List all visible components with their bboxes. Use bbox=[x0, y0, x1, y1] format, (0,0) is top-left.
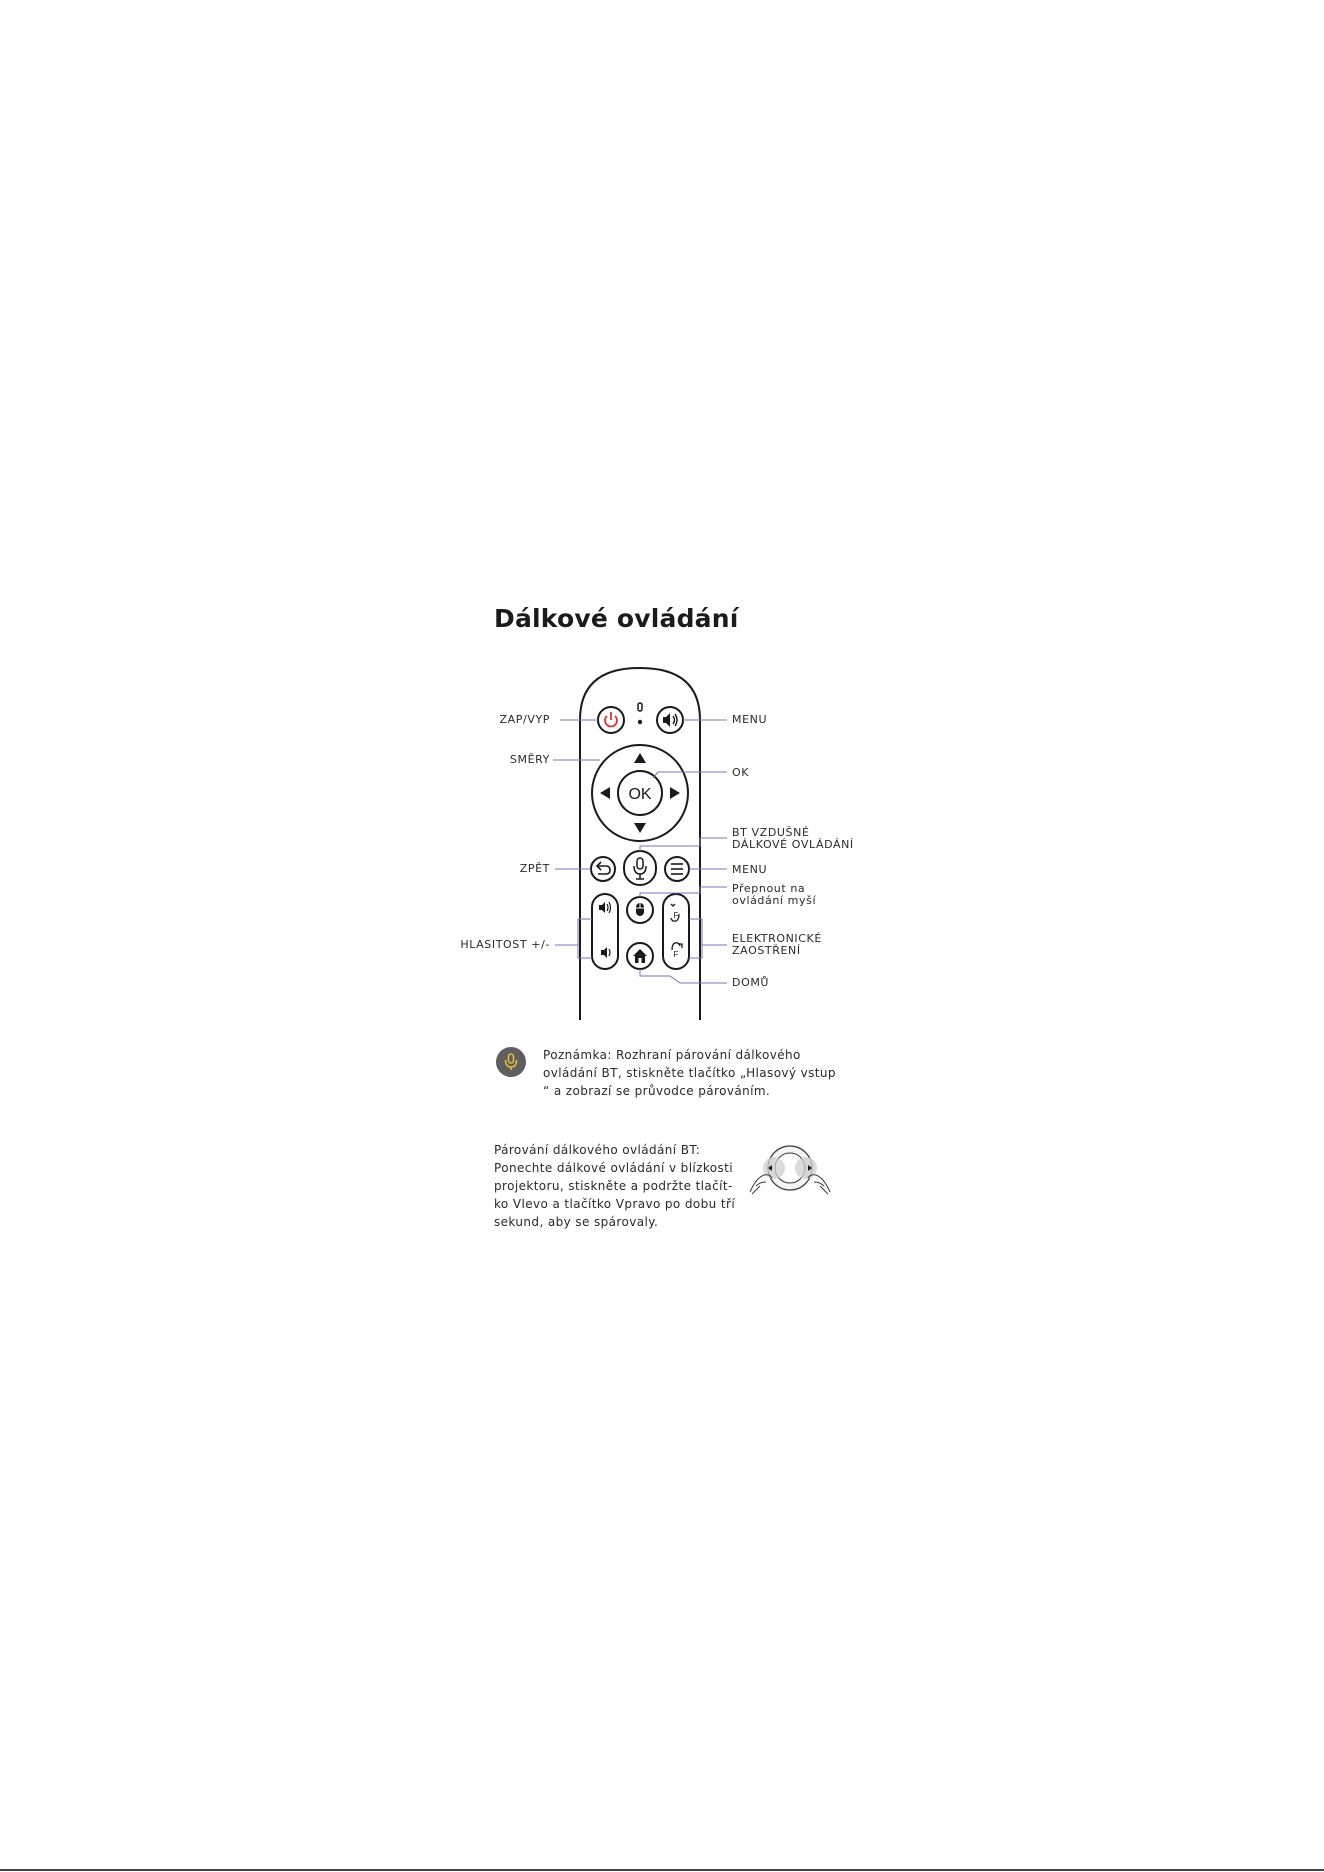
pairing-line-5: sekund, aby se spárovaly. bbox=[494, 1215, 659, 1229]
label-bt-air-1: BT VZDUŠNÉ bbox=[732, 826, 810, 839]
mic-indicator bbox=[638, 703, 642, 711]
note-text bbox=[543, 1046, 843, 1100]
note-line-2: ovládání BT, stiskněte tlačítko „Hlasový vstup bbox=[543, 1066, 836, 1080]
back-button bbox=[591, 857, 615, 881]
label-back: ZPĚT bbox=[519, 862, 550, 875]
callout-focus bbox=[689, 919, 727, 958]
label-mouse-1: Přepnout na bbox=[732, 882, 806, 895]
svg-text:F: F bbox=[673, 950, 679, 959]
ok-button-label: OK bbox=[628, 786, 652, 803]
note-mic-badge bbox=[496, 1047, 526, 1077]
footer-rule bbox=[0, 1869, 1324, 1871]
label-menu: MENU bbox=[732, 863, 768, 876]
label-mouse-2: ovládání myší bbox=[732, 894, 817, 907]
callout-home bbox=[640, 969, 727, 983]
pairing-line-1: Párování dálkového ovládání BT: bbox=[494, 1143, 701, 1157]
note-line-1: Poznámka: Rozhraní párování dálkového bbox=[543, 1048, 801, 1062]
pairing-text bbox=[494, 1141, 742, 1231]
label-focus-1: ELEKTRONICKÉ bbox=[732, 932, 822, 945]
label-directions: SMĚRY bbox=[509, 753, 550, 766]
label-home: DOMŮ bbox=[732, 976, 770, 989]
pairing-illustration bbox=[750, 1146, 830, 1194]
pairing-line-3: projektoru, stiskněte a podržte tlačít- bbox=[494, 1179, 733, 1193]
pairing-line-4: ko Vlevo a tlačítko Vpravo po dobu tří bbox=[494, 1197, 736, 1211]
label-menu-top: MENU bbox=[732, 713, 768, 726]
label-ok: OK bbox=[732, 766, 750, 779]
note-line-3: “ a zobrazí se průvodce párováním. bbox=[543, 1084, 771, 1098]
led-indicator bbox=[638, 720, 642, 724]
callout-volume bbox=[555, 919, 592, 958]
mouse-icon bbox=[636, 903, 644, 916]
page-title: Dálkové ovládání bbox=[494, 604, 739, 633]
voice-button bbox=[624, 851, 656, 885]
label-power: ZAP/VYP bbox=[499, 713, 550, 726]
svg-text:F: F bbox=[673, 911, 679, 920]
label-volume: HLASITOST +/- bbox=[460, 938, 550, 951]
label-bt-air-2: DÁLKOVÉ OVLÁDÁNÍ bbox=[732, 838, 854, 851]
label-focus-2: ZAOSTŘENÍ bbox=[732, 944, 801, 957]
pairing-line-2: Ponechte dálkové ovládání v blízkosti bbox=[494, 1161, 734, 1175]
